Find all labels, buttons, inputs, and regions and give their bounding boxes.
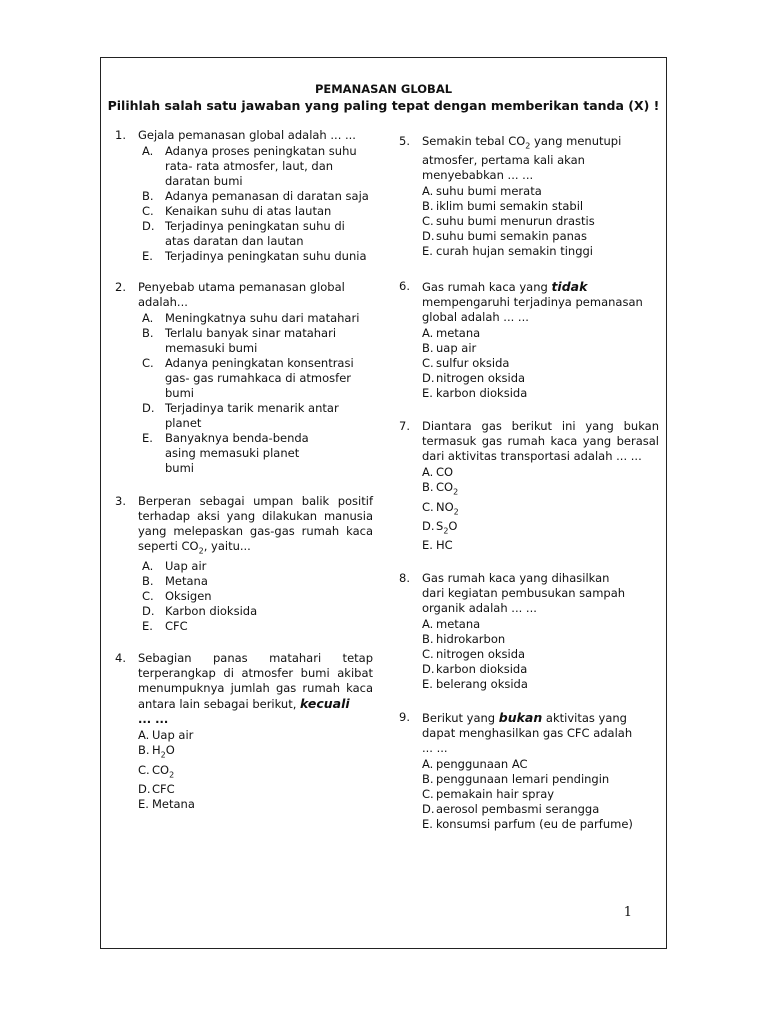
question-stem: Gejala pemanasan global adalah ... ...: [138, 128, 356, 142]
option-list: [422, 757, 659, 832]
option-letter: C.: [142, 589, 154, 604]
option-text: Adanya pemanasan di daratan saja: [165, 189, 369, 203]
option-text: Terjadinya tarik menarik antar planet: [165, 401, 339, 430]
option-text: iklim bumi semakin stabil: [436, 199, 584, 214]
option-b[interactable]: [422, 480, 659, 499]
option-text: Adanya peningkatan konsentrasi gas- gas rumahkaca di atmosfer bumi: [165, 356, 354, 400]
option-text: Metana: [165, 574, 208, 589]
question-9: [399, 710, 659, 832]
option-letter: C.: [422, 647, 434, 662]
subscript: 2: [160, 750, 166, 760]
option-letter: D.: [422, 371, 435, 386]
option-text: Terjadinya peningkatan suhu dunia: [165, 249, 367, 263]
option-letter: E.: [422, 538, 433, 553]
stem-text-end: , yaitu...: [203, 539, 251, 553]
option-b[interactable]: [422, 199, 659, 214]
option-a[interactable]: [138, 728, 373, 743]
option-letter: B.: [142, 574, 154, 589]
option-letter: E.: [422, 677, 433, 692]
subscript: 2: [453, 487, 459, 497]
stem-text: Sebagian panas matahari tetap terperangkap di atmosfer bumi akibat menumpuknya jumlah gas rumah kaca antara lain sebagai berikut,: [138, 651, 373, 712]
option-letter: B.: [142, 326, 154, 340]
option-b[interactable]: [142, 326, 373, 356]
option-letter: A.: [142, 559, 154, 574]
option-letter: C.: [422, 214, 434, 229]
left-column: [115, 128, 373, 826]
option-c[interactable]: [142, 356, 373, 401]
question-stem: [422, 134, 632, 183]
option-letter: D.: [422, 229, 435, 244]
option-list: [142, 144, 373, 264]
page-title: PEMANASAN GLOBAL: [314, 82, 453, 96]
option-c[interactable]: [422, 787, 659, 802]
option-b[interactable]: [142, 574, 373, 589]
option-d[interactable]: [142, 401, 373, 431]
option-text: Banyaknya benda-benda asing memasuki planet bumi: [165, 431, 309, 475]
option-list: [422, 465, 659, 553]
page-number: 1: [623, 905, 632, 920]
option-c[interactable]: [138, 763, 373, 782]
stem-text-end: mempengaruhi terjadinya pemanasan global adalah ... ...: [422, 295, 643, 325]
option-letter: D.: [138, 781, 151, 796]
option-letter: B.: [142, 189, 154, 203]
formula-part: H: [152, 743, 161, 758]
subscript: 2: [169, 769, 175, 779]
option-text: aerosol pembasmi serangga: [436, 802, 600, 817]
option-text: pemakain hair spray: [436, 787, 555, 802]
option-text: Uap air: [152, 728, 194, 743]
option-text: hidrokarbon: [436, 632, 506, 647]
option-e[interactable]: [422, 677, 659, 692]
option-text: Kenaikan suhu di atas lautan: [165, 204, 332, 218]
option-e[interactable]: [422, 538, 659, 553]
option-letter: E.: [142, 431, 153, 445]
formula-part: O: [165, 743, 175, 758]
option-a[interactable]: [422, 465, 659, 480]
option-b[interactable]: [422, 341, 659, 356]
option-text: karbon dioksida: [436, 662, 528, 677]
option-letter: A.: [422, 465, 434, 480]
option-letter: A.: [422, 326, 434, 341]
option-text: CFC: [152, 781, 175, 796]
option-letter: A.: [422, 757, 434, 772]
option-letter: D.: [422, 802, 435, 817]
option-text: karbon dioksida: [436, 386, 528, 401]
option-letter: B.: [422, 480, 434, 495]
option-e[interactable]: [138, 797, 373, 812]
option-list: [422, 326, 659, 401]
option-text: CO: [436, 465, 454, 480]
option-text: Uap air: [165, 559, 207, 574]
option-text: metana: [436, 326, 481, 341]
emphasis-tidak: tidak: [551, 279, 588, 295]
option-letter: B.: [422, 341, 434, 356]
option-letter: E.: [422, 386, 433, 401]
option-a[interactable]: [422, 184, 659, 199]
question-number: 5.: [399, 134, 410, 148]
formula-part: O: [448, 518, 458, 533]
stem-text: Gas rumah kaca yang: [422, 280, 548, 295]
option-text: CFC: [165, 619, 188, 634]
option-c[interactable]: [422, 647, 659, 662]
option-letter: E.: [138, 796, 149, 811]
option-letter: B.: [422, 199, 434, 214]
question-number: 9.: [399, 710, 410, 725]
question-7: [399, 419, 659, 553]
option-d[interactable]: [422, 662, 659, 677]
option-letter: A.: [142, 311, 154, 325]
option-d[interactable]: [422, 802, 659, 817]
option-e[interactable]: [142, 619, 373, 634]
option-a[interactable]: [422, 757, 659, 772]
option-text: HC: [436, 538, 453, 553]
formula-part: NO: [436, 499, 454, 514]
option-text: [436, 480, 659, 499]
subscript: 2: [198, 546, 204, 556]
option-text: belerang oksida: [436, 677, 528, 692]
option-d[interactable]: [142, 219, 373, 249]
option-letter: C.: [142, 356, 154, 370]
option-list: [422, 617, 659, 692]
option-text: suhu bumi semakin panas: [436, 229, 587, 244]
option-letter: A.: [422, 184, 434, 199]
option-text: metana: [436, 617, 481, 632]
option-text: penggunaan AC: [436, 757, 528, 772]
option-text: Terlalu banyak sinar matahari memasuki bumi: [165, 326, 337, 355]
stem-text: Semakin tebal CO: [422, 134, 526, 148]
question-number: 6.: [399, 279, 410, 294]
question-4: [115, 651, 373, 812]
option-list: [138, 728, 373, 812]
formula-part: S: [436, 518, 444, 533]
question-number: 7.: [399, 419, 410, 434]
question-stem: [422, 710, 642, 756]
option-text: [152, 763, 373, 782]
option-text: uap air: [436, 341, 477, 356]
option-text: Metana: [152, 796, 195, 811]
option-letter: E.: [422, 817, 433, 832]
option-list: [422, 184, 659, 259]
option-e[interactable]: [422, 386, 659, 401]
option-e[interactable]: [422, 817, 659, 832]
question-stem: Penyebab utama pemanasan global adalah...: [138, 280, 345, 309]
option-text: Terjadinya peningkatan suhu di atas daratan dan lautan: [165, 219, 345, 248]
option-letter: C.: [142, 204, 154, 218]
instructions: Pilihlah salah satu jawaban yang paling tepat dengan memberikan tanda (X) !: [107, 98, 660, 113]
option-d[interactable]: [138, 782, 373, 797]
option-text: [152, 743, 373, 762]
option-list: [142, 311, 373, 476]
option-c[interactable]: [422, 214, 659, 229]
option-letter: C.: [422, 356, 434, 371]
question-number: 8.: [399, 571, 410, 586]
option-a[interactable]: [142, 311, 373, 326]
option-letter: A.: [422, 617, 434, 632]
worksheet-page: [100, 57, 667, 949]
option-letter: E.: [142, 249, 153, 263]
subscript: 2: [443, 526, 449, 536]
option-text: Karbon dioksida: [165, 604, 258, 619]
option-text: Meningkatnya suhu dari matahari: [165, 311, 360, 325]
formula-part: CO: [436, 480, 454, 495]
question-2: [115, 280, 373, 476]
question-number: 2.: [115, 280, 126, 294]
option-text: sulfur oksida: [436, 356, 510, 371]
question-6: [399, 279, 659, 401]
question-stem: Gas rumah kaca yang dihasilkan dari kegiatan pembusukan sampah organik adalah ... ...: [422, 571, 626, 616]
question-stem: Diantara gas berikut ini yang bukan termasuk gas rumah kaca yang berasal dari aktivitas transportasi adalah ... ...: [422, 419, 659, 464]
question-number: 1.: [115, 128, 126, 142]
question-stem: [138, 651, 373, 727]
option-letter: B.: [422, 632, 434, 647]
option-b[interactable]: [422, 632, 659, 647]
option-letter: C.: [422, 499, 434, 514]
question-number: 4.: [115, 651, 126, 666]
option-a[interactable]: [422, 617, 659, 632]
option-letter: D.: [142, 604, 155, 619]
emphasis-kecuali: kecuali: [300, 696, 350, 712]
option-letter: D.: [422, 662, 435, 677]
question-number: 3.: [115, 494, 126, 508]
stem-text-end: yang menutupi atmosfer, pertama kali akan menyebabkan ... ...: [422, 134, 622, 183]
option-c[interactable]: [422, 356, 659, 371]
option-text: nitrogen oksida: [436, 647, 526, 662]
option-letter: A.: [142, 144, 154, 158]
option-text: Oksigen: [165, 589, 212, 604]
option-letter: D.: [142, 219, 155, 233]
option-b[interactable]: [138, 743, 373, 762]
subscript: 2: [525, 141, 531, 151]
option-d[interactable]: [422, 371, 659, 386]
stem-text: Berikut yang: [422, 711, 496, 726]
option-text: konsumsi parfum (eu de parfume): [436, 817, 633, 832]
option-letter: D.: [422, 518, 435, 533]
option-d[interactable]: [142, 604, 373, 619]
stem-text: Berperan sebagai umpan balik positif terhadap aksi yang dilakukan manusia yang melepaskan gas-gas rumah kaca seperti CO: [138, 494, 373, 553]
option-text: penggunaan lemari pendingin: [436, 772, 610, 787]
option-letter: C.: [138, 762, 150, 777]
question-3: [115, 494, 373, 634]
option-letter: D.: [142, 401, 155, 415]
option-b[interactable]: [422, 772, 659, 787]
option-e[interactable]: [142, 431, 373, 476]
subscript: 2: [453, 506, 459, 516]
stem-text-end: aktivitas yang dapat menghasilkan gas CFC adalah ... ...: [422, 711, 633, 756]
option-d[interactable]: [422, 229, 659, 244]
option-text: [436, 500, 659, 519]
option-letter: A.: [138, 728, 150, 743]
question-stem: [138, 494, 373, 558]
question-1: [115, 128, 373, 264]
question-8: [399, 571, 659, 692]
option-letter: E.: [142, 619, 153, 634]
option-c[interactable]: [142, 589, 373, 604]
question-5: [399, 134, 659, 259]
question-stem: [422, 279, 659, 325]
option-b[interactable]: [142, 189, 373, 204]
option-text: suhu bumi menurun drastis: [436, 214, 595, 229]
option-e[interactable]: [142, 249, 373, 264]
option-c[interactable]: [422, 500, 659, 519]
option-c[interactable]: [142, 204, 373, 219]
option-text: nitrogen oksida: [436, 371, 526, 386]
option-d[interactable]: [422, 519, 659, 538]
option-a[interactable]: [422, 326, 659, 341]
option-e[interactable]: [422, 244, 659, 259]
option-text: Adanya proses peningkatan suhu rata- rata atmosfer, laut, dan daratan bumi: [165, 144, 357, 188]
option-a[interactable]: [142, 144, 373, 189]
option-text: curah hujan semakin tinggi: [436, 244, 593, 259]
right-column: [399, 134, 659, 846]
stem-ellipsis: ... ...: [138, 712, 169, 727]
option-letter: E.: [422, 244, 433, 259]
option-letter: C.: [422, 787, 434, 802]
option-letter: B.: [422, 772, 434, 787]
emphasis-bukan: bukan: [498, 710, 543, 726]
option-text: [436, 519, 659, 538]
option-a[interactable]: [142, 559, 373, 574]
formula-part: CO: [152, 762, 170, 777]
option-letter: B.: [138, 743, 150, 758]
option-list: [142, 559, 373, 634]
option-text: suhu bumi merata: [436, 184, 542, 199]
